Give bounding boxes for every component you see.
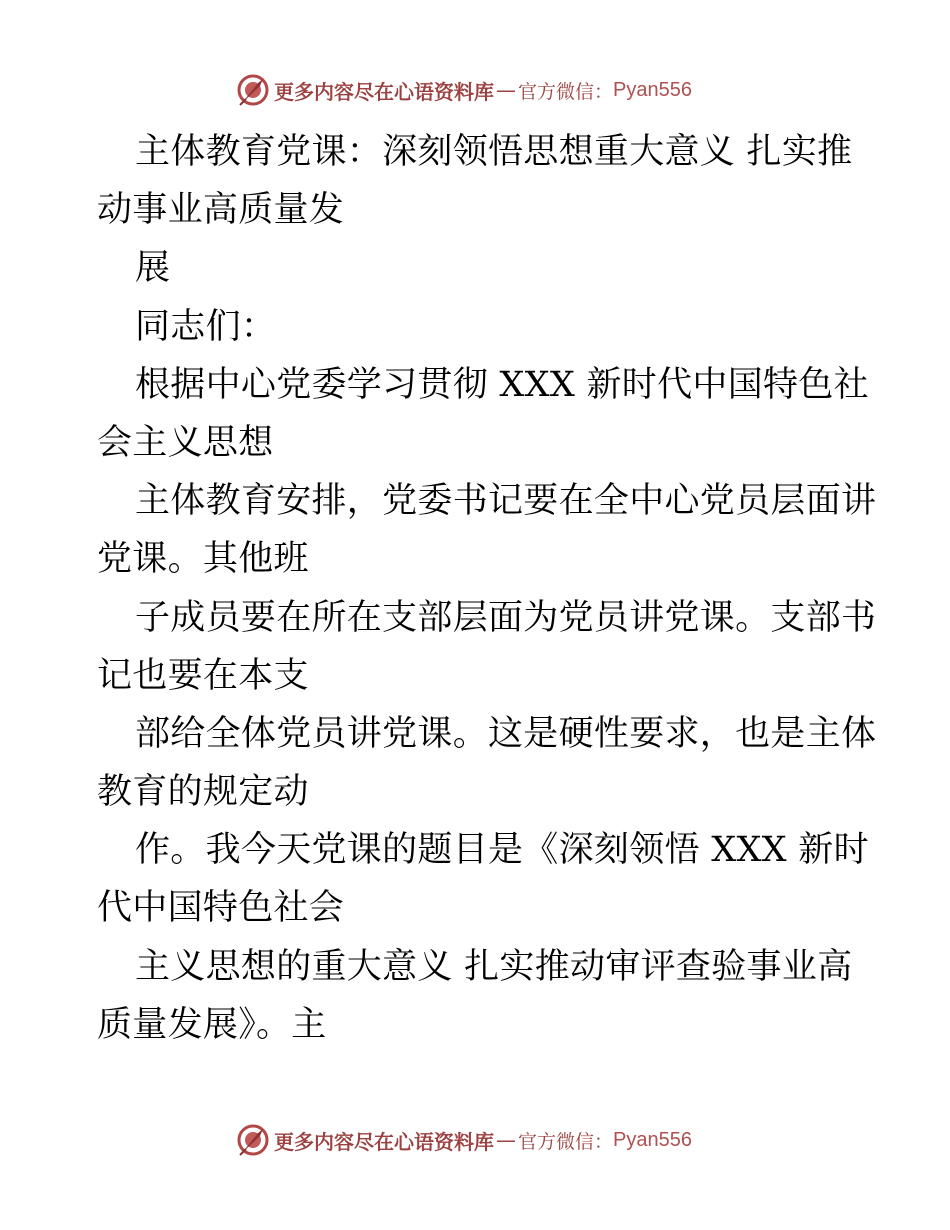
quill-seal-icon bbox=[236, 1123, 270, 1157]
watermark-wechat-id: Pyan556 bbox=[613, 1128, 692, 1151]
text-line: 展 bbox=[135, 248, 171, 289]
text-line: 教育的规定动 bbox=[97, 772, 309, 813]
footer-watermark bbox=[236, 1120, 692, 1160]
text-line: 主义思想的重大意义 扎实推动审评查验事业高 bbox=[135, 946, 853, 987]
text-line: 会主义思想 bbox=[97, 422, 274, 463]
watermark-text: 更多内容尽在心语资料库 bbox=[274, 79, 494, 104]
text-line: 主体教育安排，党委书记要在全中心党员层面讲 bbox=[135, 481, 877, 522]
text-line: 党课。其他班 bbox=[97, 539, 309, 580]
watermark-official-label: 官方微信： bbox=[518, 80, 614, 103]
watermark-text: 更多内容尽在心语资料库 bbox=[274, 1129, 494, 1154]
text-line: 部给全体党员讲党课。这是硬性要求，也是主体 bbox=[135, 713, 877, 754]
watermark-wechat-id: Pyan556 bbox=[613, 78, 692, 101]
header-watermark bbox=[236, 70, 692, 110]
watermark-dash: — bbox=[496, 78, 516, 102]
text-line: 作。我今天党课的题目是《深刻领悟 XXX 新时 bbox=[135, 830, 869, 871]
text-line: 根据中心党委学习贯彻 XXX 新时代中国特色社 bbox=[135, 364, 869, 405]
text-line: 主体教育党课：深刻领悟思想重大意义 扎实推 bbox=[135, 132, 853, 172]
text-line: 代中国特色社会 bbox=[97, 888, 345, 929]
text-line: 动事业高质量发 bbox=[97, 190, 345, 231]
text-line: 同志们： bbox=[135, 306, 277, 347]
watermark-official-label: 官方微信： bbox=[518, 1130, 614, 1153]
document-body bbox=[97, 123, 877, 1054]
quill-seal-icon bbox=[236, 73, 270, 107]
text-line: 子成员要在所在支部层面为党员讲党课。支部书 bbox=[135, 597, 877, 638]
text-line: 质量发展》。主 bbox=[97, 1004, 327, 1045]
watermark-dash: — bbox=[496, 1128, 516, 1152]
text-line: 记也要在本支 bbox=[97, 655, 309, 696]
